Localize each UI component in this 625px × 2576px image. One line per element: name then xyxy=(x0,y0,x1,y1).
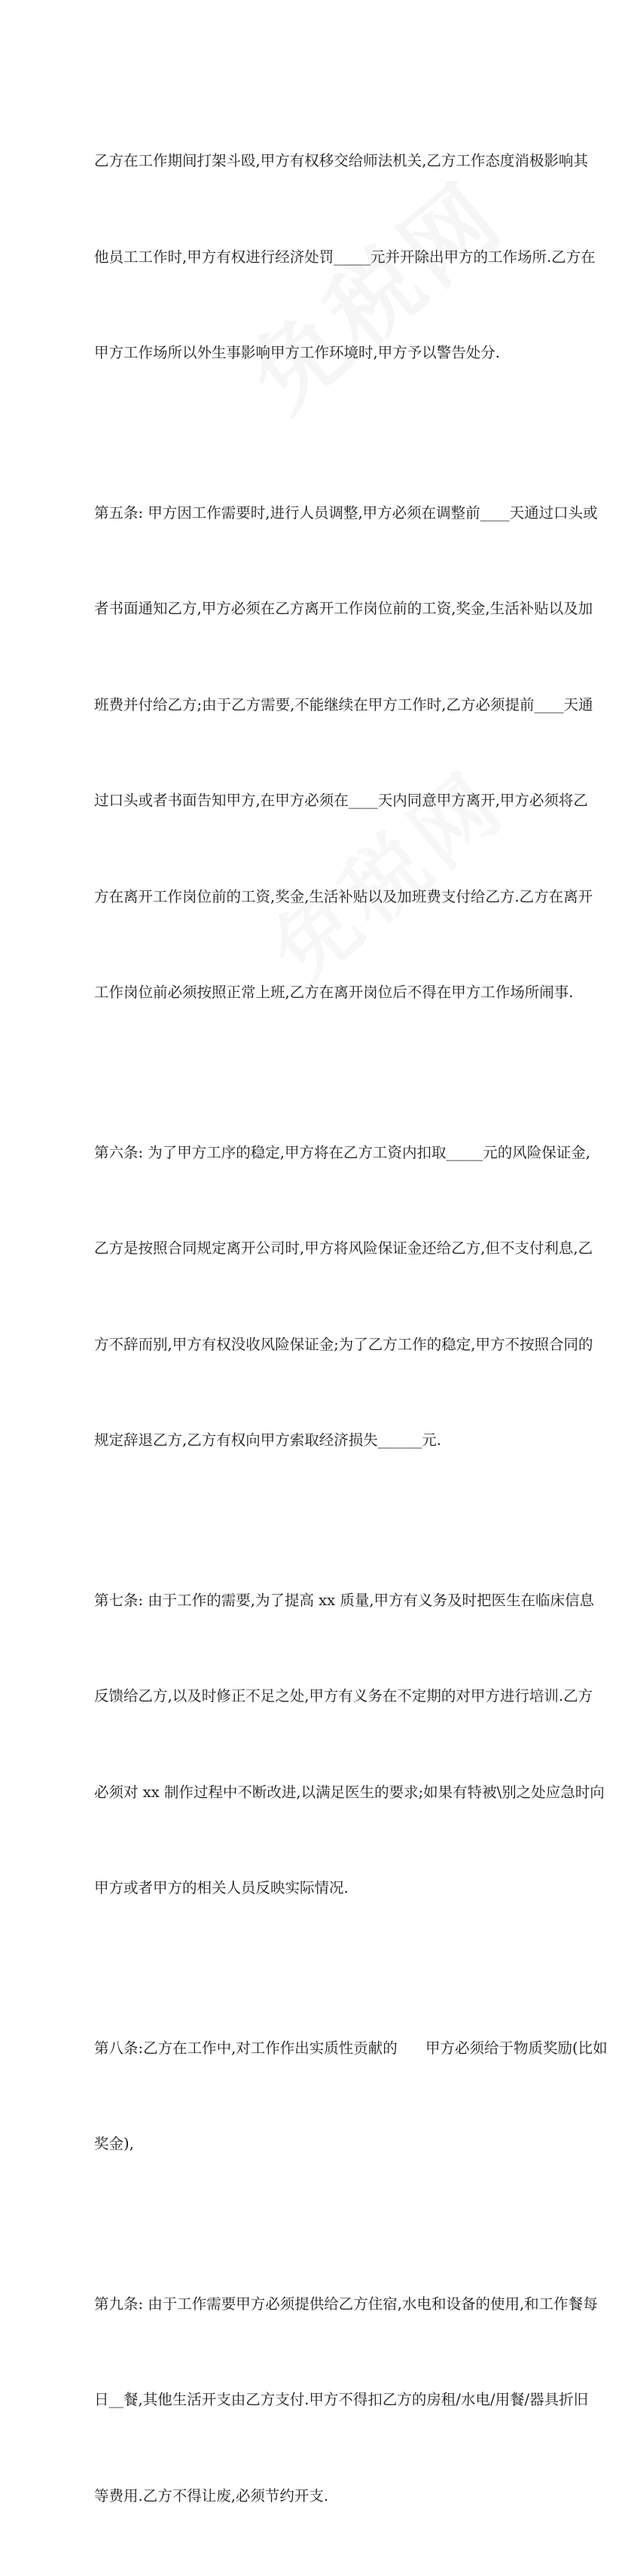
text-line: 第八条:乙方在工作中,对工作作出实质性贡献的 甲方必须给于物质奖励(比如 xyxy=(94,2033,546,2065)
paragraph-article-5 xyxy=(94,433,546,1073)
text-line: 反馈给乙方,以及时修正不足之处,甲方有义务在不定期的对甲方进行培训.乙方 xyxy=(94,1680,546,1713)
paragraph-intro xyxy=(94,81,546,433)
text-line: 规定辞退乙方,乙方有权向甲方索取经济损失______元. xyxy=(94,1425,546,1457)
text-line: 班费并付给乙方;由于乙方需要,不能继续在甲方工作时,乙方必须提前____天通 xyxy=(94,689,546,722)
text-line: 甲方或者甲方的相关人员反映实际情况. xyxy=(94,1872,546,1905)
text-line: 工作岗位前必须按照正常上班,乙方在离开岗位后不得在甲方工作场所闹事. xyxy=(94,977,546,1009)
text-line: 他员工工作时,甲方有权进行经济处罚_____元并开除出甲方的工作场所.乙方在 xyxy=(94,242,546,274)
paragraph-article-9 xyxy=(94,2225,546,2576)
text-line: 乙方在工作期间打架斗殴,甲方有权移交给师法机关,乙方工作态度消极影响其 xyxy=(94,145,546,178)
document-body xyxy=(94,81,546,2576)
text-line: 第六条: 为了甲方工序的稳定,甲方将在乙方工资内扣取_____元的风险保证金, xyxy=(94,1137,546,1169)
text-line: 第五条: 甲方因工作需要时,进行人员调整,甲方必须在调整前____天通过口头或 xyxy=(94,497,546,530)
text-line: 日__餐,其他生活开支由乙方支付.甲方不得扣乙方的房租/水电/用餐/器具折旧 xyxy=(94,2384,546,2416)
text-line: 过口头或者书面告知甲方,在甲方必须在____天内同意甲方离开,甲方必须将乙 xyxy=(94,785,546,817)
text-line: 等费用.乙方不得让废,必须节约开支. xyxy=(94,2480,546,2513)
text-line: 者书面通知乙方,甲方必须在乙方离开工作岗位前的工资,奖金,生活补贴以及加 xyxy=(94,593,546,625)
text-line: 方不辞而别,甲方有权没收风险保证金;为了乙方工作的稳定,甲方不按照合同的 xyxy=(94,1329,546,1361)
paragraph-article-8 xyxy=(94,1969,546,2225)
text-line: 乙方是按照合同规定离开公司时,甲方将风险保证金还给乙方,但不支付利息,乙 xyxy=(94,1233,546,1265)
text-line: 必须对 xx 制作过程中不断改进,以满足医生的要求;如果有特被\别之处应急时向 xyxy=(94,1777,546,1809)
paragraph-article-6 xyxy=(94,1073,546,1521)
text-line: 奖金), xyxy=(94,2128,546,2161)
text-line: 甲方工作场所以外生事影响甲方工作环境时,甲方予以警告处分. xyxy=(94,337,546,370)
paragraph-article-7 xyxy=(94,1521,546,1969)
document-page xyxy=(0,0,625,884)
text-line: 第七条: 由于工作的需要,为了提高 xx 质量,甲方有义务及时把医生在临床信息 xyxy=(94,1585,546,1617)
text-line: 第九条: 由于工作需要甲方必须提供给乙方住宿,水电和设备的使用,和工作餐每 xyxy=(94,2289,546,2321)
text-line: 方在离开工作岗位前的工资,奖金,生活补贴以及加班费支付给乙方.乙方在离开 xyxy=(94,881,546,914)
